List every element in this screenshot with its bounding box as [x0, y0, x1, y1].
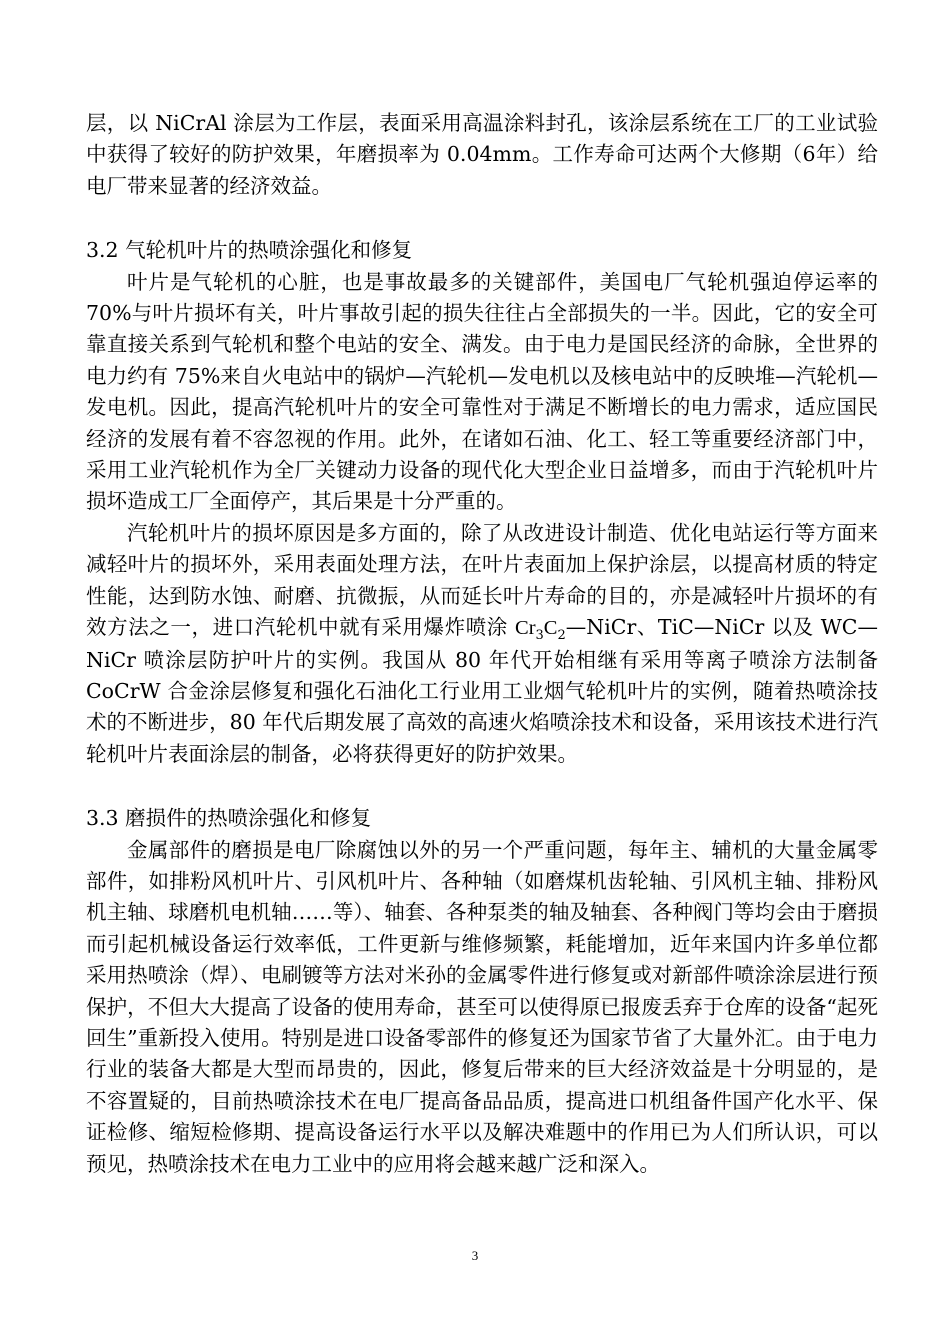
section-3-2-paragraph-1: 叶片是气轮机的心脏，也是事故最多的关键部件，美国电厂气轮机强迫停运率的 70%与叶片损坏有关，叶片事故引起的损失往往占全部损失的一半。因此，它的安全可靠直接关系到气轮机和整个电站的安全、满发。由于电力是国民经济的命脉，全世界的电力约有 75%来自火电站中的锅炉—汽轮机—发电机以及核电站中的反映堆—汽轮机—发电机。因此，提高汽轮机叶片的安全可靠性对于满足不断增长的电力需求，适应国民经济的发展有着不容忽视的作用。此外，在诸如石油、化工、轻工等重要经济部门中，采用工业汽轮机作为全厂关键动力设备的现代化大型企业日益增多，而由于汽轮机叶片损坏造成工厂全面停产，其后果是十分严重的。	[86, 269, 878, 514]
formula-subscript-2: 2	[557, 628, 566, 644]
page-body	[86, 108, 878, 1180]
section-gap	[86, 202, 878, 235]
page-number: 3	[471, 1248, 479, 1263]
section-3-2-paragraph-2	[86, 518, 878, 770]
section-gap	[86, 770, 878, 803]
paragraph-2-start-text: 汽轮机叶片的损坏原因是多方面的，除了从改进设计制造、优化电站运行等方面来减轻叶片的损坏外，采用表面处理方法，在叶片表面加上保护涂层，以提高材质的特定性能，达到防水蚀、耐磨、抗微振，从而延长叶片寿命的目的，亦是减轻叶片损坏的有效方法之一，进口汽轮机中就有采用爆炸喷涂	[86, 520, 878, 640]
section-heading-3-2: 3.2 气轮机叶片的热喷涂强化和修复	[86, 238, 413, 263]
section-heading-3-3: 3.3 磨损件的热喷涂强化和修复	[86, 806, 372, 831]
formula-cr: Cr	[515, 617, 536, 640]
paragraph-2-end-text: —NiCr、TiC—NiCr 以及 WC—NiCr 喷涂层防护叶片的实例。我国从 80 年代开始相继有采用等离子喷涂方法制备 CoCrW 合金涂层修复和强化石油化工行业用工业烟气轮机叶片的实例，随着热喷涂技术的不断进步，80 年代后期发展了高效的高速火焰喷涂技术和设备，采用该技术进行汽轮机叶片表面涂层的制备，必将获得更好的防护效果。	[86, 615, 878, 766]
formula-c: C	[543, 617, 558, 640]
section-3-3-paragraph-1: 金属部件的磨损是电厂除腐蚀以外的另一个严重问题，每年主、辅机的大量金属零部件，如排粉风机叶片、引风机叶片、各种轴（如磨煤机齿轮轴、引风机主轴、排粉风机主轴、球磨机电机轴……等）、轴套、各种泵类的轴及轴套、各种阀门等均会由于磨损而引起机械设备运行效率低，工件更新与维修频繁，耗能增加，近年来国内许多单位都采用热喷涂（焊）、电刷镀等方法对米孙的金属零件进行修复或对新部件喷涂涂层进行预保护，不但大大提高了设备的使用寿命，甚至可以使得原已报废丢弃于仓库的设备“起死回生”重新投入使用。特别是进口设备零部件的修复还为国家节省了大量外汇。由于电力行业的装备大都是大型而昂贵的，因此，修复后带来的巨大经济效益是十分明显的，是不容置疑的，目前热喷涂技术在电厂提高备品品质，提高进口机组备件国产化水平、保证检修、缩短检修期、提高设备运行水平以及解决难题中的作用已为人们所认识，可以预见，热喷涂技术在电力工业中的应用将会越来越广泛和深入。	[86, 837, 878, 1176]
formula-subscript-3: 3	[535, 628, 544, 644]
intro-paragraph: 层，以 NiCrAl 涂层为工作层，表面采用高温涂料封孔，该涂层系统在工厂的工业试验中获得了较好的防护效果，年磨损率为 0.04mm。工作寿命可达两个大修期（6年）给电厂带来显著的经济效益。	[86, 111, 878, 198]
